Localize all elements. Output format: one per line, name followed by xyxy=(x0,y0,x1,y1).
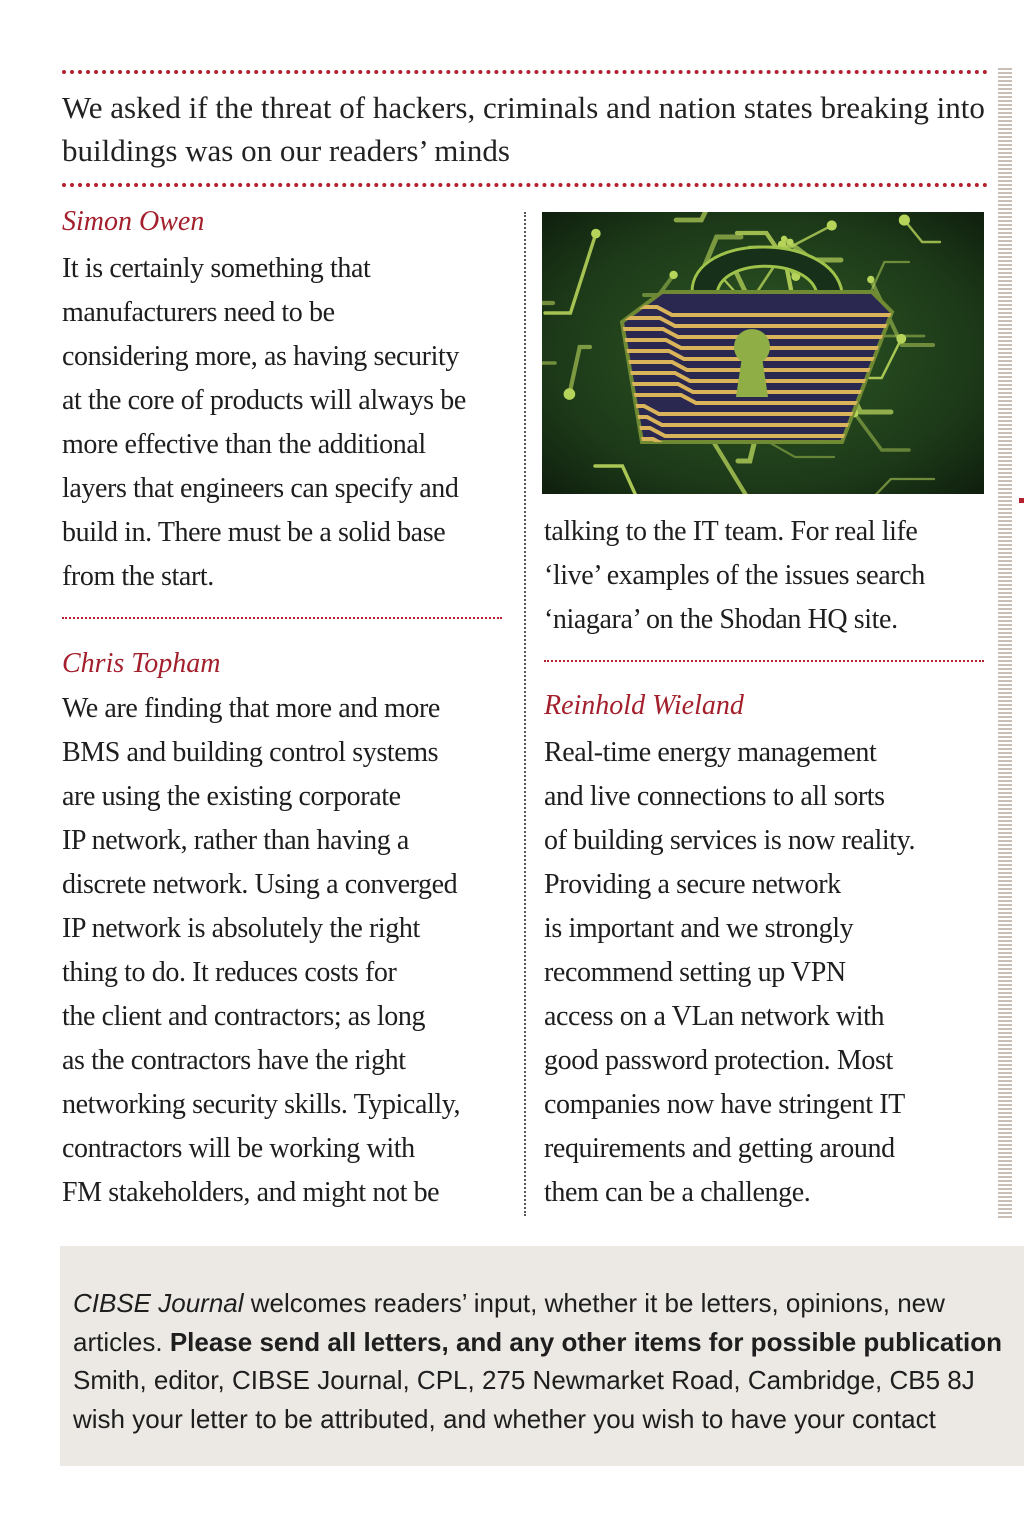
letter-body xyxy=(62,247,512,599)
footer-line xyxy=(73,1361,1024,1400)
body-line: them can be a challenge. xyxy=(544,1177,811,1208)
column-divider xyxy=(524,212,526,1216)
body-line: ‘niagara’ on the Shodan HQ site. xyxy=(544,604,898,635)
body-line: contractors will be working with xyxy=(62,1133,415,1164)
footer-line xyxy=(73,1323,1024,1362)
body-line: are using the existing corporate xyxy=(62,781,401,812)
footer-text-run: articles. xyxy=(73,1326,170,1357)
body-line: We are finding that more and more xyxy=(62,693,440,724)
body-line: companies now have stringent IT xyxy=(544,1089,905,1120)
body-line: recommend setting up VPN xyxy=(544,957,846,988)
letter-body-continued xyxy=(544,510,994,642)
body-line: good password protection. Most xyxy=(544,1045,893,1076)
body-line: from the start. xyxy=(62,561,214,592)
body-line: networking security skills. Typically, xyxy=(62,1089,461,1120)
submission-info-box xyxy=(60,1246,1024,1466)
footer-line xyxy=(73,1400,1024,1439)
footer-text-run: welcomes readers’ input, whether it be letters, opinions, new xyxy=(243,1288,945,1318)
footer-text-run: wish your letter to be attributed, and whether you wish to have your contact xyxy=(73,1403,936,1434)
body-line: IP network is absolutely the right xyxy=(62,913,420,944)
margin-hatch-rule xyxy=(998,68,1012,1218)
padlock-circuit-image xyxy=(542,212,984,494)
circuit-pad xyxy=(867,276,874,283)
body-line: at the core of products will always be xyxy=(62,385,466,416)
body-line: thing to do. It reduces costs for xyxy=(62,957,397,988)
standfirst-headline: We asked if the threat of hackers, criminals and nation states breaking into buildings was on our readers’ minds xyxy=(62,90,985,168)
body-line: considering more, as having security xyxy=(62,341,459,372)
footer-emphasis: Please send all letters, and any other items for possible publication xyxy=(169,1326,1003,1357)
body-line: IP network, rather than having a xyxy=(62,825,409,856)
submission-info-text xyxy=(73,1284,1024,1438)
body-line: the client and contractors; as long xyxy=(62,1001,426,1032)
body-line: requirements and getting around xyxy=(544,1133,895,1164)
margin-marker xyxy=(1019,498,1024,503)
journal-title: CIBSE Journal xyxy=(73,1288,244,1318)
headline-dotted-rule xyxy=(62,183,988,187)
body-line: more effective than the additional xyxy=(62,429,426,460)
body-line: as the contractors have the right xyxy=(62,1045,406,1076)
circuit-pad xyxy=(564,388,576,400)
letter-separator xyxy=(62,617,502,619)
body-line: is important and we strongly xyxy=(544,913,854,944)
body-line: talking to the IT team. For real life xyxy=(544,516,918,547)
letter-body xyxy=(544,731,994,1215)
letter-separator xyxy=(544,660,984,662)
body-line: Real-time energy management xyxy=(544,737,877,768)
author-name: Reinhold Wieland xyxy=(544,690,744,721)
body-line: BMS and building control systems xyxy=(62,737,439,768)
body-line: layers that engineers can specify and xyxy=(62,473,459,504)
body-line: ‘live’ examples of the issues search xyxy=(544,560,925,591)
author-name: Chris Topham xyxy=(62,648,221,679)
top-dotted-rule xyxy=(62,70,988,74)
body-line: manufacturers need to be xyxy=(62,297,335,328)
body-line: discrete network. Using a converged xyxy=(62,869,458,900)
body-line: build in. There must be a solid base xyxy=(62,517,446,548)
body-line: of building services is now reality. xyxy=(544,825,916,856)
body-line: FM stakeholders, and might not be xyxy=(62,1177,440,1208)
footer-text-run: Smith, editor, CIBSE Journal, CPL, 275 Newmarket Road, Cambridge, CB5 8J xyxy=(73,1365,975,1395)
letter-body xyxy=(62,687,512,1215)
body-line: and live connections to all sorts xyxy=(544,781,885,812)
circuit-pad xyxy=(591,229,601,239)
circuit-pad xyxy=(827,220,837,230)
circuit-pad xyxy=(669,271,677,279)
body-line: Providing a secure network xyxy=(544,869,841,900)
author-name: Simon Owen xyxy=(62,206,205,237)
circuit-pad xyxy=(899,214,910,225)
padlock-circuit-illustration xyxy=(542,212,984,494)
body-line: It is certainly something that xyxy=(62,253,371,284)
body-line: access on a VLan network with xyxy=(544,1001,885,1032)
footer-line xyxy=(73,1284,1024,1323)
